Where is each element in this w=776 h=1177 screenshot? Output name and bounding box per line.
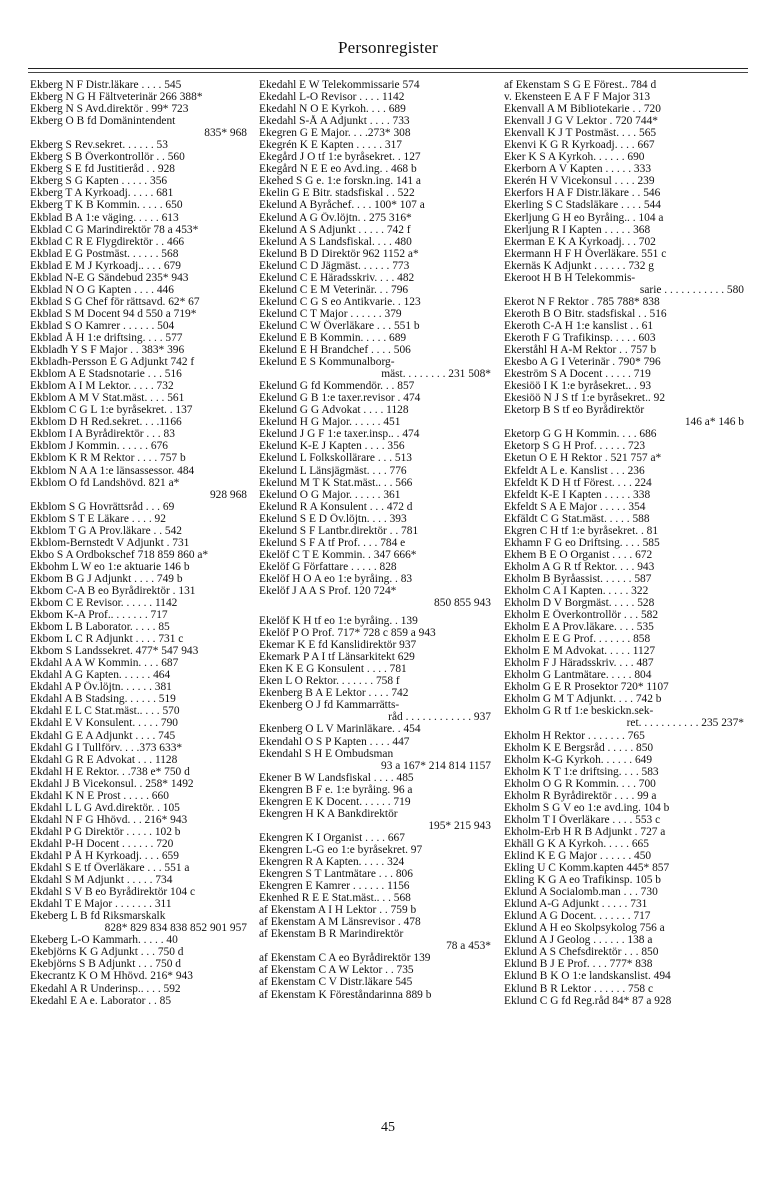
register-entry: Ekesiöö N J S tf 1:e byråsekret.. 92	[504, 392, 666, 405]
register-entry: Ekelund A G Öv.löjtn. . 275 316*	[259, 211, 412, 224]
register-entry: Ekblad S O Kamrer . . . . . . 504	[30, 319, 175, 332]
register-entry: Ekbom S Landssekret. 477* 547 943	[30, 645, 199, 658]
register-entry: Ekelund E H Brandchef . . . . 506	[259, 344, 411, 357]
register-entry: Ekling K G A eo Trafikinsp. 105 b	[504, 874, 661, 887]
register-entry: Ekdahl L L G Avd.direktör. . 105	[30, 801, 180, 814]
register-entry: Ekelöf K H tf eo 1:e byråing. . 139	[259, 615, 418, 628]
register-entry: Ekengren H K A Bankdirektör	[259, 807, 398, 820]
register-entry: Ekegård J O tf 1:e byråsekret. . 127	[259, 151, 421, 164]
register-entry: Ekholm F J Häradsskriv. . . . 487	[504, 657, 654, 670]
register-entry: Ekblom O fd Landshövd. 821 a*	[30, 476, 180, 489]
register-entry: Ekdahl E L C Stat.mäst.. . . . 570	[30, 705, 180, 718]
register-entry: Ekholm H Rektor . . . . . . . 765	[504, 729, 645, 742]
register-entry: af Ekenstam A I H Lektor . . 759 b	[259, 904, 417, 917]
register-entry: Ekdahl A B Stadsing. . . . . . 519	[30, 693, 176, 706]
register-entry: af Ekenstam C A W Lektor . . 735	[259, 964, 414, 977]
register-entry: Ekerståhl H A-M Rektor . . 757 b	[504, 344, 657, 357]
register-entry: Ekerljung G H eo Byråing.. . 104 a	[504, 211, 664, 224]
register-entry: Ekeroth F G Trafikinsp. . . . . 603	[504, 331, 656, 344]
register-entry: Ekblom I A Byrådirektör . . . 83	[30, 428, 175, 441]
register-entry: Ekenvall K J T Postmäst. . . . 565	[504, 127, 657, 140]
register-entry: Ekblom A E Stadsnotarie . . . 516	[30, 368, 182, 381]
register-entry: Ekberg N S Avd.direktör . 99* 723	[30, 103, 189, 116]
register-entry: Ekdahl A A W Kommin. . . . 687	[30, 657, 179, 670]
register-entry: Ekblad C R E Flygdirektör . . 466	[30, 235, 185, 248]
register-entry: af Ekenstam C A eo Byrådirektör 139	[259, 952, 431, 965]
register-entry: Ekebjörns K G Adjunkt . . . 750 d	[30, 946, 184, 959]
register-entry: Ekdahl P-H Docent . . . . . . 720	[30, 837, 174, 850]
register-entry: Ekdahl S M Adjunkt . . . . . 734	[30, 874, 173, 887]
register-entry: Ekberg T A Kyrkoadj. . . . . 681	[30, 187, 174, 200]
register-entry: Ekeberg L-O Kammarh. . . . . 40	[30, 934, 178, 947]
register-entry: Ekegren G E Major. . . .273* 308	[259, 127, 411, 140]
register-entry: Ekengren E K Docent. . . . . . 719	[259, 795, 411, 808]
register-entry: Ekholm G E R Prosektor 720* 1107	[504, 681, 669, 694]
register-entry: Eklund C G fd Reg.råd 84* 87 a 928	[504, 994, 672, 1007]
register-entry-continuation: ret. . . . . . . . . . . 235 237*	[626, 717, 744, 730]
register-entry: Ekendahl S H E Ombudsman	[259, 747, 394, 760]
register-entry: Ekbom C-A B eo Byrådirektör . 131	[30, 584, 196, 597]
register-entry: Ekeroth C-A H 1:e kanslist . . 61	[504, 319, 654, 332]
register-entry: Ekbladh Y S F Major . . 383* 396	[30, 344, 185, 357]
register-entry: Ekling U C Komm.kapten 445* 857	[504, 862, 670, 875]
register-entry: Ekholm T I Överläkare . . . . 553 c	[504, 813, 661, 826]
register-entry: af Ekenstam S G E Förest.. 784 d	[504, 79, 657, 91]
register-entry: Ekebjörns S B Adjunkt . . . 750 d	[30, 958, 181, 971]
register-entry: Ekholm E E G Prof. . . . . . . 858	[504, 633, 651, 646]
register-entry: Ekblom S T E Läkare . . . . 92	[30, 512, 166, 525]
register-entry: af Ekenstam K Föreståndarinna 889 b	[259, 988, 432, 1001]
register-entry: Ekblad N-E G Sändebud 235* 943	[30, 271, 189, 284]
register-entry: Ekenberg O L V Marinläkare. . 454	[259, 723, 421, 736]
register-entry: Ekblad B A 1:e väging. . . . . 613	[30, 211, 179, 224]
register-entry: Ekdahl T E Major . . . . . . . 311	[30, 898, 172, 911]
register-entry: Ekblom D H Red.sekret. . . .1166	[30, 416, 182, 429]
register-entry: Ekbom C E Revisor. . . . . . 1142	[30, 597, 178, 610]
register-entry: Ekelöf J A A S Prof. 120 724*	[259, 584, 397, 597]
register-column-2	[259, 79, 491, 1109]
register-entry: Ekdahl A P Öv.löjtn. . . . . . 381	[30, 681, 172, 694]
register-entry: Ekholm K-G Kyrkoh. . . . . . 649	[504, 753, 653, 766]
register-entry: Ekelund E S Kommunalborg-	[259, 356, 395, 369]
header-rule	[28, 68, 748, 69]
register-column-3	[504, 79, 744, 1109]
register-entry: Eklund B K O 1:e landskanslist. 494	[504, 970, 671, 983]
page-title: Personregister	[337, 38, 439, 57]
register-entry: Ekberg S Rev.sekret. . . . . . 53	[30, 139, 168, 152]
register-entry: Eker K S A Kyrkoh. . . . . . 690	[504, 151, 645, 164]
register-entry: Ekelöf C T E Kommin. . 347 666*	[259, 548, 417, 561]
register-entry: Ekdahl P Å H Kyrkoadj. . . . 659	[30, 850, 179, 862]
register-entry: Ekberg N F Distr.läkare . . . . 545	[30, 79, 182, 91]
page-number: 45	[381, 1120, 395, 1135]
register-entry: Ekbo S A Ordbokschef 718 859 860 a*	[30, 548, 209, 561]
register-entry: Eklind K E G Major . . . . . . 450	[504, 850, 652, 862]
register-entry: Ekelund G fd Kommendör. . . 857	[259, 380, 415, 393]
register-entry: Ekberg O B fd Domänintendent	[30, 115, 176, 128]
register-entry-continuation: 195* 215 943	[428, 819, 491, 832]
register-entry-continuation: 828* 829 834 838 852 901 957	[104, 922, 247, 935]
register-entry-continuation: 835* 968	[204, 127, 247, 140]
register-entry: Eketun O E H Rektor . 521 757 a*	[504, 452, 662, 465]
register-entry: Ekdahl S E tf Överläkare . . . 551 a	[30, 862, 190, 875]
register-entry: Ekblom J Kommin. . . . . . 676	[30, 440, 168, 453]
register-entry: Ekedahl E A e. Laborator . . 85	[30, 994, 172, 1007]
register-entry: Ekbohm L W eo 1:e aktuarie 146 b	[30, 560, 190, 573]
register-entry: Ekdahl E V Konsulent. . . . . 790	[30, 717, 178, 730]
register-entry: Ekberg S G Kapten . . . . . 356	[30, 175, 168, 188]
register-entry: Ekdahl G E A Adjunkt . . . . 745	[30, 729, 176, 742]
register-entry: Ekerling S C Stadsläkare . . . . 544	[504, 199, 661, 212]
register-entry: Eklund A J Geolog . . . . . . 138 a	[504, 934, 653, 947]
register-entry: Ekerfors H A F Distr.läkare . . 546	[504, 187, 661, 200]
register-entry: Ekedahl S-Å A Adjunkt . . . . 733	[259, 115, 410, 128]
register-entry: Ekeroot H B H Telekommis-	[504, 271, 636, 284]
register-entry: Ekfeldt S A E Major . . . . . 354	[504, 500, 646, 513]
register-entry: Ekdahl P G Direktör . . . . . 102 b	[30, 825, 181, 838]
register-entry: Eklund A-G Adjunkt . . . . . 731	[504, 898, 648, 911]
register-entry: Ekeström S A Docent . . . . . 719	[504, 368, 651, 381]
register-entry: Ekelund G B 1:e taxer.revisor . 474	[259, 392, 421, 405]
register-entry: Ekenberg O J fd Kammarrätts-	[259, 699, 400, 712]
register-entry: Eklund B J E Prof. . . . 777* 838	[504, 958, 653, 971]
register-entry: Ekblom T G A Prov.läkare . . 542	[30, 524, 182, 537]
register-entry: Ekblom K R M Rektor . . . . 757 b	[30, 452, 186, 465]
register-entry: Ekelund J G F 1:e taxer.insp.. . 474	[259, 428, 420, 441]
register-entry: Ekfeldt K-E I Kapten . . . . . 338	[504, 488, 651, 501]
register-entry: af Ekenstam A M Länsrevisor . 478	[259, 916, 421, 929]
register-entry: Ekemar K E fd Kanslidirektör 937	[259, 639, 417, 652]
register-entry: Ekfeldt A L e. Kanslist . . . 236	[504, 464, 645, 477]
register-entry: Ekhamn F G eo Driftsing. . . . 585	[504, 536, 660, 549]
register-entry: Ekholm C A I Kapten. . . . . 322	[504, 584, 649, 597]
register-entry: Ekelund L Länsjägmäst. . . . 776	[259, 464, 407, 477]
register-entry: Ekblom-Bernstedt V Adjunkt . 731	[30, 536, 190, 549]
register-entry-continuation: råd . . . . . . . . . . . . 937	[388, 711, 491, 724]
register-entry: Ekengren B F e. 1:e byråing. 96 a	[259, 783, 413, 796]
register-entry: Ekelund C G S eo Antikvarie. . 123	[259, 295, 421, 308]
register-entry: Ekblom N A A 1:e länsassessor. 484	[30, 464, 195, 477]
register-entry: Ekengren K I Organist . . . . 667	[259, 831, 405, 844]
register-entry: Ekelund C D Jägmäst. . . . . . 773	[259, 259, 410, 272]
register-entry: Ekelund S E D Öv.löjtn. . . . 393	[259, 512, 407, 525]
register-entry: Ekendahl O S P Kapten . . . . 447	[259, 735, 410, 748]
register-entry: Eketorp G G H Kommin. . . . 686	[504, 428, 657, 441]
register-entry-continuation: 850 855 943	[434, 597, 491, 610]
register-entry: Ekholm E A Prov.läkare. . . . 535	[504, 621, 654, 634]
register-entry: Ekedahl A R Underinsp.. . . . 592	[30, 982, 181, 995]
register-entry: Ekelund M T K Stat.mäst.. . . 566	[259, 476, 413, 489]
register-entry-continuation: mäst. . . . . . . . 231 508*	[381, 368, 491, 381]
register-entry: Ekelund A S Adjunkt . . . . . 742 f	[259, 223, 411, 236]
register-entry: Ekholm G R tf 1:e beskickn.sek-	[504, 705, 654, 718]
register-entry: Ekholm K T 1:e driftsing. . . . 583	[504, 765, 659, 778]
register-entry-continuation: 146 a* 146 b	[684, 416, 744, 429]
register-entry: Ekenberg B A E Lektor . . . . 742	[259, 687, 409, 700]
register-entry: Ekdahl K N E Prost . . . . . 660	[30, 789, 169, 802]
register-entry: Ekgren C H tf 1:e byråsekret. . 81	[504, 524, 659, 537]
register-entry: Ekelin G E Bitr. stadsfiskal . . 522	[259, 187, 415, 200]
register-entry: Ekemark P A I tf Länsarkitekt 629	[259, 651, 415, 664]
register-entry: Ekelund L Folkskollärare . . . 513	[259, 452, 413, 465]
register-entry: Ekelund C W Överläkare . . . 551 b	[259, 319, 420, 332]
register-entry: Ekedahl L-O Revisor . . . . 1142	[259, 91, 405, 104]
register-entry: Ekdahl A G Kapten. . . . . . 464	[30, 669, 171, 682]
register-entry: Ekholm S G V eo 1:e avd.ing. 104 b	[504, 801, 670, 814]
register-entry: Ekelöf H O A eo 1:e byråing. . 83	[259, 572, 413, 585]
register-entry: Ekdahl S V B eo Byrådirektör 104 c	[30, 886, 196, 899]
register-column-1	[30, 79, 247, 1109]
register-entry: Ekelund A S Landsfiskal. . . . 480	[259, 235, 412, 248]
register-entry: Eklund A Socialomb.man . . . 730	[504, 886, 658, 899]
register-entry: Ekdahl H E Rektor. . .738 e* 750 d	[30, 765, 190, 778]
register-entry: Eketorp B S tf eo Byrådirektör	[504, 404, 645, 417]
register-entry: Ekblad N O G Kapten . . . . 446	[30, 283, 174, 296]
register-entry: Ekbom K-A Prof.. . . . . . . 717	[30, 609, 168, 622]
register-entry: Ekbladh-Persson E G Adjunkt 742 f	[30, 356, 195, 369]
register-entry: Ekerot N F Rektor . 785 788* 838	[504, 295, 660, 308]
register-entry: Ekerljung R I Kapten . . . . . 368	[504, 223, 651, 236]
register-entry: Ekenvall A M Bibliotekarie . . 720	[504, 103, 661, 116]
register-entry: Ekbom L B Laborator. . . . . 85	[30, 621, 170, 634]
register-entry: Ekesbo A G I Veterinär . 790* 796	[504, 356, 661, 369]
register-entry: Eklund A G Docent. . . . . . . 717	[504, 910, 651, 923]
register-entry: Ekholm G Lantmätare. . . . . 804	[504, 669, 652, 682]
register-entry: Ekberg S E fd Justitieråd . . 928	[30, 163, 176, 176]
register-entry: Ekegård N E E eo Avd.ing. . 468 b	[259, 163, 417, 176]
register-entry: Eketorp S G H Prof. . . . . . 723	[504, 440, 646, 453]
register-entry: Ekenvall J G V Lektor . 720 744*	[504, 115, 658, 128]
register-entry: Eklund A H eo Skolpsykolog 756 a	[504, 922, 665, 935]
register-entry: Ekedahl N O E Kyrkoh. . . . 689	[259, 103, 406, 116]
register-entry: Eklund A S Chefsdirektör . . . 850	[504, 946, 659, 959]
register-entry: Ekblom A M V Stat.mäst. . . . 561	[30, 392, 185, 405]
register-entry: Ekelund S F Lantbr.direktör . . 781	[259, 524, 419, 537]
register-entry: Ekelund A Byråchef. . . . 100* 107 a	[259, 199, 425, 212]
register-entry: Ekfeldt K D H tf Förest. . . . 224	[504, 476, 652, 489]
register-entry: Eken L O Rektor. . . . . . . 758 f	[259, 675, 400, 688]
register-entry: Ekhem B E O Organist . . . . 672	[504, 548, 653, 561]
register-entry: Ekdahl N F G Hhövd. . . 216* 943	[30, 813, 188, 826]
register-entry: Ekblad C G Marindirektör 78 a 453*	[30, 223, 199, 236]
register-entry: Ekholm O G R Kommin. . . . 700	[504, 777, 656, 790]
register-entry: Ekberg N G H Fältveterinär 266 388*	[30, 91, 203, 104]
register-entry: Ekelund O G Major. . . . . . 361	[259, 488, 401, 501]
header-rule-thin	[28, 72, 748, 73]
register-entry: Ekholm B Byråassist. . . . . . 587	[504, 572, 652, 585]
register-entry: Eken K E G Konsulent . . . . 781	[259, 663, 407, 676]
register-entry: Ekeberg L B fd Riksmarskalk	[30, 910, 166, 923]
register-entry: Ekelund C E M Veterinär. . . 796	[259, 283, 409, 296]
register-entry: Ekholm A G R tf Rektor. . . . 943	[504, 560, 655, 573]
register-entry: Ekerborn A V Kapten . . . . . 333	[504, 163, 652, 176]
register-entry: af Ekenstam B R Marindirektör	[259, 928, 404, 941]
register-entry-continuation: 928 968	[209, 488, 247, 501]
register-entry: Ekelund K-E J Kapten . . . . 356	[259, 440, 405, 453]
register-entry: Ekholm D V Borgmäst. . . . . 528	[504, 597, 655, 610]
register-entry: Ekenhed R E E Stat.mäst.. . . 568	[259, 892, 411, 905]
register-entry: Ekengren L-G eo 1:e byråsekret. 97	[259, 843, 423, 856]
register-entry: Ekblom A I M Lektor. . . . . 732	[30, 380, 174, 393]
register-entry: Ekbom L C R Adjunkt . . . . 731 c	[30, 633, 184, 646]
register-entry-continuation: sarie . . . . . . . . . . . 580	[639, 283, 744, 296]
register-entry-continuation: 93 a 167* 214 814 1157	[381, 759, 491, 772]
register-entry: Ekblad S G Chef för rättsavd. 62* 67	[30, 295, 200, 308]
register-entry: Ekholm G M T Adjunkt. . . . 742 b	[504, 693, 662, 706]
register-entry: Ekhäll G K A Kyrkoh. . . . . 665	[504, 837, 649, 850]
register-entry: Ekengren R A Kapten. . . . . 324	[259, 856, 405, 868]
register-entry: Ekblad E M J Kyrkoadj.. . . . 679	[30, 259, 181, 272]
register-entry: Ekengren E Kamrer . . . . . . 1156	[259, 880, 410, 893]
register-entry: Ekberg S B Överkontrollör . . 560	[30, 151, 185, 164]
register-entry: Ekelund R A Konsulent . . . 472 d	[259, 500, 413, 513]
register-entry: Ekberg T K B Kommin. . . . . 650	[30, 199, 183, 212]
register-entry: Ekelund G G Advokat . . . . 1128	[259, 404, 409, 417]
register-entry: v. Ekensteen E A F F Major 313	[504, 91, 651, 104]
register-entry: Ekeroth B O Bitr. stadsfiskal . . 516	[504, 307, 667, 320]
register-entry: Ekholm K E Bergsråd . . . . . 850	[504, 741, 654, 754]
register-entry: Ekblom S G Hovrättsråd . . . 69	[30, 500, 175, 513]
register-entry: Ekbom B G J Adjunkt . . . . 749 b	[30, 572, 183, 585]
register-entry: Ekholm R Byrådirektör . . . . 99 a	[504, 789, 657, 802]
register-entry: Ekermann H F H Överläkare. 551 c	[504, 247, 667, 260]
register-entry: af Ekenstam C V Distr.läkare 545	[259, 976, 413, 989]
register-entry: Ekdahl G R E Advokat . . . 1128	[30, 753, 178, 766]
register-entry: Ekelund C T Major . . . . . . 379	[259, 307, 402, 320]
register-entry: Ekesiöö I K 1:e byråsekret.. . 93	[504, 380, 652, 393]
register-entry: Ekblom C G L 1:e byråsekret. . 137	[30, 404, 193, 417]
register-entry: Ekdahl J B Vicekonsul. . 258* 1492	[30, 777, 194, 790]
register-entry: Ekdahl G I Tullförv. . . .373 633*	[30, 741, 183, 754]
register-entry: Ekecrantz K O M Hhövd. 216* 943	[30, 970, 193, 983]
register-entry-continuation: 78 a 453*	[446, 940, 491, 953]
register-entry: Ekerman E K A Kyrkoadj. . . 702	[504, 235, 656, 248]
register-entry: Ekelöf G Författare . . . . . 828	[259, 560, 397, 573]
register-entry: Ekegrén K E Kapten . . . . . 317	[259, 139, 402, 152]
register-entry: Ekenvi K G R Kyrkoadj. . . . 667	[504, 139, 655, 152]
register-entry: Ekengren S T Lantmätare . . . 806	[259, 868, 413, 881]
register-entry: Ekblad S M Docent 94 d 550 a 719*	[30, 307, 197, 320]
register-entry: Ekelund H G Major. . . . . . 451	[259, 416, 401, 429]
register-entry: Ekblad Å H 1:e driftsing. . . . 577	[30, 331, 183, 344]
register-entry: Ekblad E G Postmäst. . . . . . 568	[30, 247, 179, 260]
register-entry: Ekelund B D Direktör 962 1152 a*	[259, 247, 419, 260]
register-entry: Ekener B W Landsfiskal . . . . 485	[259, 771, 414, 784]
register-entry: Ekelund E B Kommin. . . . . 689	[259, 331, 407, 344]
register-entry: Ekelund S F A tf Prof. . . . 784 e	[259, 536, 406, 549]
register-entry: Ekholm-Erb H R B Adjunkt . 727 a	[504, 825, 666, 838]
register-entry: Ekehed S G e. 1:e forskn.ing. 141 a	[259, 175, 421, 188]
register-entry: Ekelund C E Häradsskriv. . . . 482	[259, 271, 415, 284]
register-entry: Ekerén H V Vicekonsul . . . . 239	[504, 175, 655, 188]
register-entry: Ekholm E Överkontrollör . . . 582	[504, 609, 659, 622]
register-entry: Eklund B R Lektor . . . . . . 758 c	[504, 982, 654, 995]
register-entry: Ekelöf P O Prof. 717* 728 c 859 a 943	[259, 627, 436, 640]
register-entry: Ekernäs K Adjunkt . . . . . . 732 g	[504, 259, 654, 272]
register-entry: Ekholm E M Advokat. . . . . 1127	[504, 645, 656, 658]
register-entry: Ekedahl E W Telekommissarie 574	[259, 79, 420, 91]
register-entry: Ekfäldt C G Stat.mäst. . . . . 588	[504, 512, 650, 525]
